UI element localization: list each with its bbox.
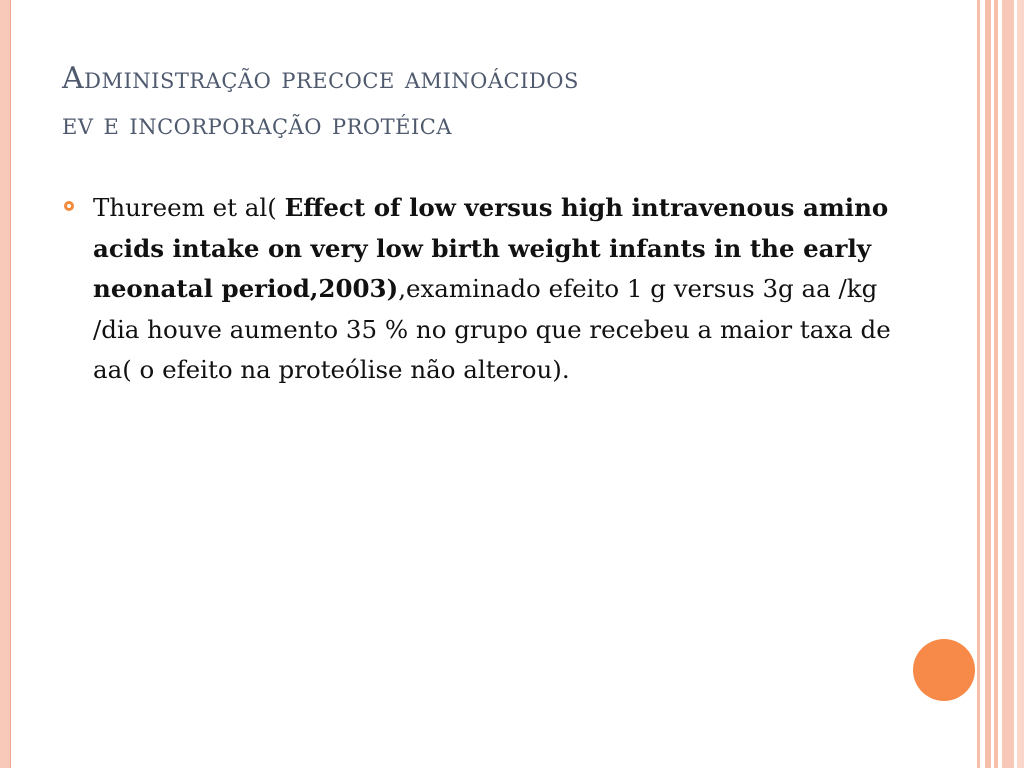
right-stripe-decoration [985, 0, 991, 768]
bullet-citation-text: Effect of low versus high intravenous amino acids intake on very low birth weight infants in the early neonatal period,2003) [93, 193, 889, 303]
bullet-list [62, 188, 892, 391]
orange-circle-decoration [913, 639, 975, 701]
slide-title-line-2: ev e incorporação protéica [62, 107, 452, 142]
bullet-item [62, 188, 892, 391]
slide-title [62, 56, 942, 148]
right-stripe-decoration [1002, 0, 1014, 768]
right-stripe-decoration [1017, 0, 1024, 768]
bullet-body-text: ,examinado efeito 1 g versus 3g aa /kg /dia houve aumento 35 % no grupo que recebeu a maior taxa de aa( o efeito na proteólise não alterou). [93, 274, 891, 384]
left-border-decoration [0, 0, 11, 768]
slide-title-line-1: Administração precoce aminoácidos [62, 61, 579, 96]
bullet-circle-icon [64, 201, 74, 211]
right-stripe-decoration [994, 0, 998, 768]
bullet-intro-text: Thureem et al( [93, 193, 285, 222]
right-stripe-decoration [977, 0, 980, 768]
